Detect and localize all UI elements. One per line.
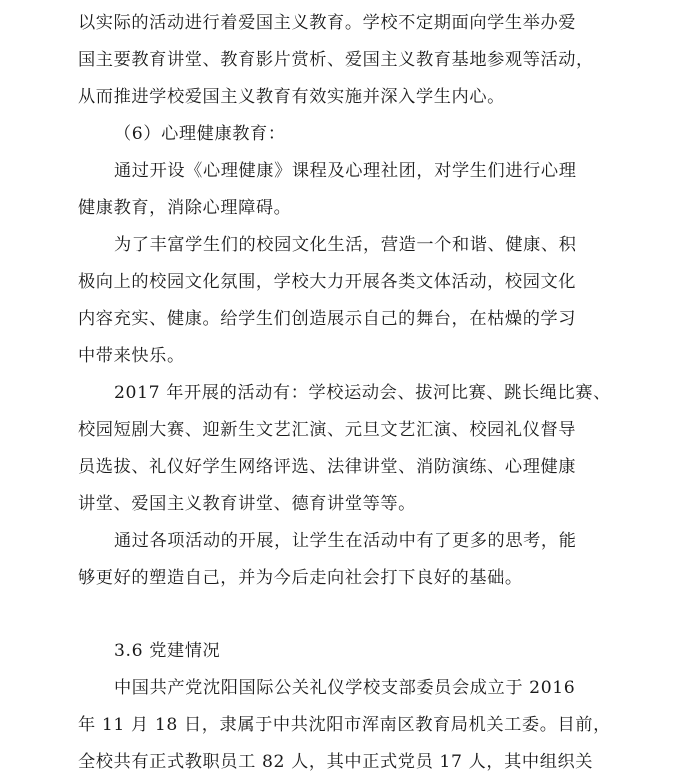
text-line: 全校共有正式教职员工 82 人，其中正式党员 17 人，其中组织关: [78, 752, 594, 772]
text-line: 够更好的塑造自己，并为今后走向社会打下良好的基础。: [78, 568, 523, 588]
text-line: 以实际的活动进行着爱国主义教育。学校不定期面向学生举办爱: [78, 13, 577, 33]
text-line: 年 11 月 18 日，隶属于中共沈阳市浑南区教育局机关工委。目前，: [78, 715, 611, 735]
section-heading: 3.6 党建情况: [114, 641, 221, 661]
text-line: 校园短剧大赛、迎新生文艺汇演、元旦文艺汇演、校园礼仪督导: [78, 420, 577, 440]
text-line: 国主要教育讲堂、教育影片赏析、爱国主义教育基地参观等活动，: [78, 50, 594, 70]
text-line: 中国共产党沈阳国际公关礼仪学校支部委员会成立于 2016: [114, 678, 576, 698]
text-line: 健康教育，消除心理障碍。: [78, 198, 292, 218]
text-line: 中带来快乐。: [78, 346, 185, 366]
text-line: 讲堂、爱国主义教育讲堂、德育讲堂等等。: [78, 494, 416, 514]
section-heading: （6）心理健康教育：: [114, 124, 286, 144]
text-line: 通过开设《心理健康》课程及心理社团，对学生们进行心理: [114, 161, 577, 181]
text-line: 极向上的校园文化氛围，学校大力开展各类文体活动，校园文化: [78, 272, 577, 292]
text-line: 通过各项活动的开展，让学生在活动中有了更多的思考，能: [114, 531, 577, 551]
text-line: 内容充实、健康。给学生们创造展示自己的舞台，在枯燥的学习: [78, 309, 577, 329]
text-line: 从而推进学校爱国主义教育有效实施并深入学生内心。: [78, 87, 505, 107]
text-line: 员选拔、礼仪好学生网络评选、法律讲堂、消防演练、心理健康: [78, 457, 577, 477]
text-line: 2017 年开展的活动有：学校运动会、拔河比赛、跳长绳比赛、: [114, 383, 611, 403]
text-line: 为了丰富学生们的校园文化生活，营造一个和谐、健康、积: [114, 235, 577, 255]
